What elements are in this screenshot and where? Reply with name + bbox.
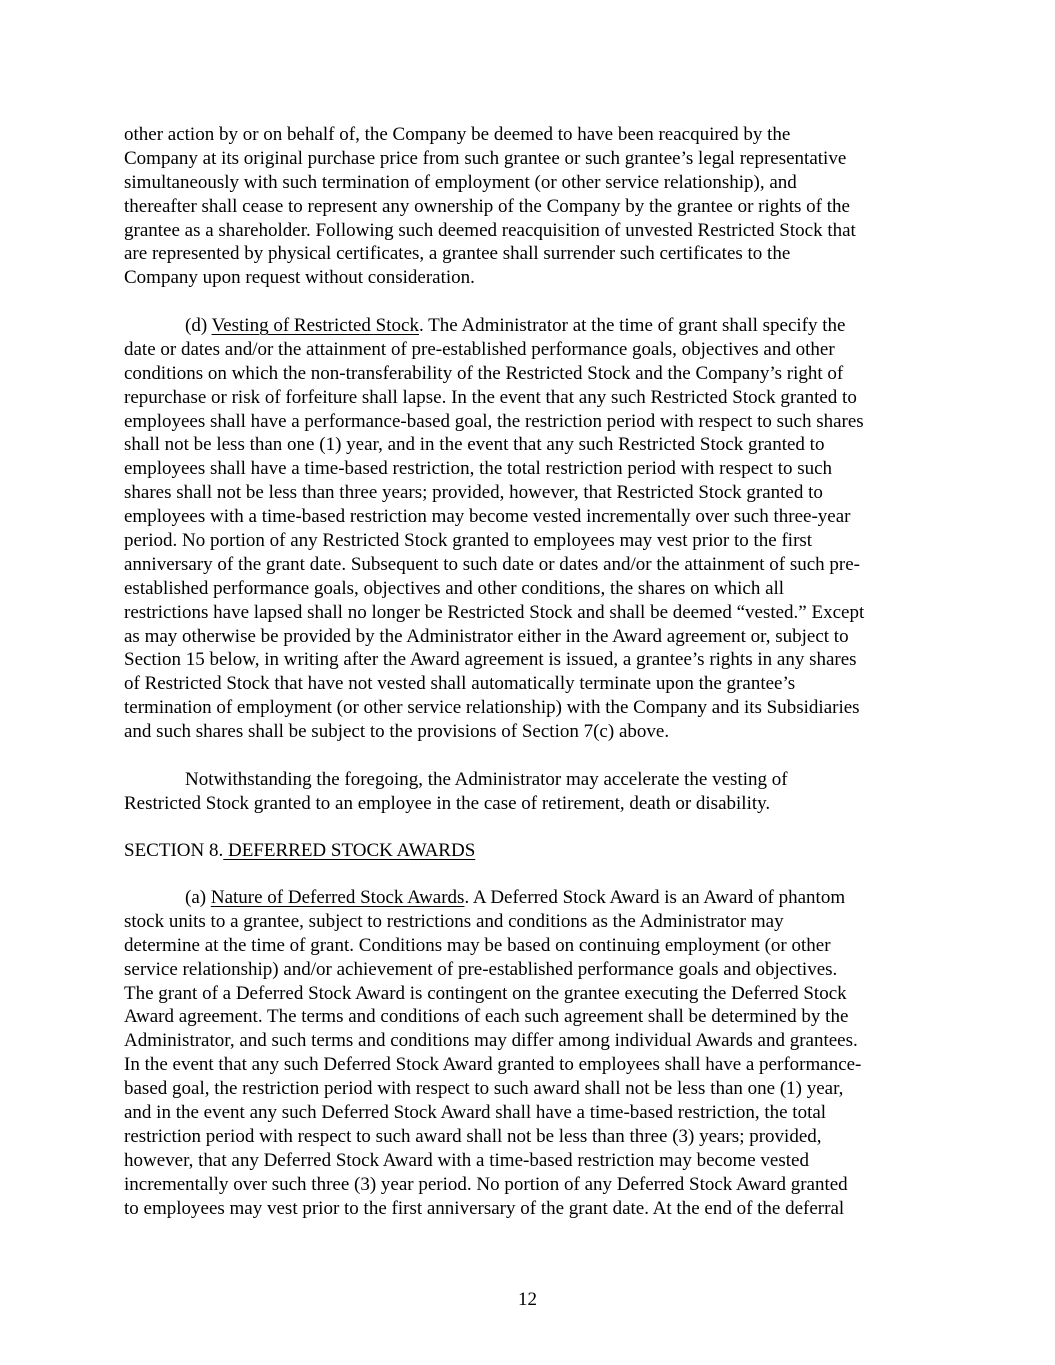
text-line: employees with a time-based restriction may become vested incrementally over such three-year xyxy=(124,506,851,528)
text-line: of Restricted Stock that have not vested shall automatically terminate upon the grantee’s xyxy=(124,673,796,695)
paragraph-notwithstanding xyxy=(124,768,944,816)
text-line: simultaneously with such termination of employment (or other service relationship), and xyxy=(124,171,797,193)
text-line: however, that any Deferred Stock Award with a time-based restriction may become vested xyxy=(124,1149,809,1171)
text-line: employees shall have a time-based restriction, the total restriction period with respect to such xyxy=(124,458,833,480)
section-title: DEFERRED STOCK AWARDS xyxy=(223,840,476,861)
text-line: shall not be less than one (1) year, and in the event that any such Restricted Stock granted to xyxy=(124,434,825,456)
paragraph-heading: Vesting of Restricted Stock xyxy=(211,315,419,336)
section-heading xyxy=(124,839,944,863)
text-line: date or dates and/or the attainment of pre-established performance goals, objectives and other xyxy=(124,338,835,360)
paragraph-vesting-of-restricted-stock xyxy=(124,314,944,744)
text-line: Restricted Stock granted to an employee in the case of retirement, death or disability. xyxy=(124,792,771,814)
paragraph-nature-of-deferred-stock-awards xyxy=(124,886,944,1220)
text-line: and in the event any such Deferred Stock Award shall have a time-based restriction, the total xyxy=(124,1102,827,1124)
paragraph-label: (d) xyxy=(185,315,212,336)
text-line: period. No portion of any Restricted Stock granted to employees may vest prior to the first xyxy=(124,530,813,552)
text-line: restriction period with respect to such award shall not be less than three (3) years; provided, xyxy=(124,1125,822,1147)
paragraph-heading: Nature of Deferred Stock Awards xyxy=(210,887,465,908)
text-line: Company at its original purchase price from such grantee or such grantee’s legal representative xyxy=(124,147,847,169)
text-line: and such shares shall be subject to the provisions of Section 7(c) above. xyxy=(124,721,670,743)
text-line: service relationship) and/or achievement of pre-established performance goals and objectives. xyxy=(124,958,838,980)
text-line: thereafter shall cease to represent any ownership of the Company by the grantee or rights of the xyxy=(124,195,850,217)
section-number: SECTION 8. xyxy=(124,840,224,861)
paragraph-first-line xyxy=(124,886,944,910)
text-line: Company upon request without consideration. xyxy=(124,267,475,289)
text-line: as may otherwise be provided by the Administrator either in the Award agreement or, subject to xyxy=(124,625,849,647)
paragraph-text: Notwithstanding the foregoing, the Administrator may accelerate the vesting of xyxy=(185,769,788,790)
text-line: termination of employment (or other service relationship) with the Company and its Subsidiaries xyxy=(124,697,860,719)
text-line: conditions on which the non-transferability of the Restricted Stock and the Company’s right of xyxy=(124,362,844,384)
text-line: grantee as a shareholder. Following such deemed reacquisition of unvested Restricted Stock that xyxy=(124,219,856,241)
text-line: are represented by physical certificates, a grantee shall surrender such certificates to the xyxy=(124,243,791,265)
text-line: anniversary of the grant date. Subsequent to such date or dates and/or the attainment of such pre- xyxy=(124,553,861,575)
text-line: based goal, the restriction period with respect to such award shall not be less than one (1) year, xyxy=(124,1078,844,1100)
text-line: Section 15 below, in writing after the Award agreement is issued, a grantee’s rights in any shares xyxy=(124,649,857,671)
paragraph-continuation xyxy=(124,123,944,290)
text-line: restrictions have lapsed shall no longer be Restricted Stock and shall be deemed “vested.” Except xyxy=(124,601,865,623)
text-line: Award agreement. The terms and conditions of each such agreement shall be determined by the xyxy=(124,1006,849,1028)
text-line: incrementally over such three (3) year period. No portion of any Deferred Stock Award granted xyxy=(124,1173,848,1195)
section-heading-line xyxy=(124,839,944,863)
text-line: In the event that any such Deferred Stock Award granted to employees shall have a performance- xyxy=(124,1054,862,1076)
text-line: employees shall have a performance-based goal, the restriction period with respect to such shares xyxy=(124,410,864,432)
text-line: determine at the time of grant. Conditions may be based on continuing employment (or other xyxy=(124,934,831,956)
paragraph-first-line xyxy=(124,768,944,792)
text-line: to employees may vest prior to the first anniversary of the grant date. At the end of the deferral xyxy=(124,1197,845,1219)
text-line: other action by or on behalf of, the Company be deemed to have been reacquired by the xyxy=(124,124,791,145)
paragraph-text: . A Deferred Stock Award is an Award of phantom xyxy=(464,887,846,908)
text-line: repurchase or risk of forfeiture shall lapse. In the event that any such Restricted Stock granted to xyxy=(124,386,857,408)
page-number: 12 xyxy=(518,1289,537,1310)
text-line: shares shall not be less than three years; provided, however, that Restricted Stock granted to xyxy=(124,482,823,504)
paragraph-first-line xyxy=(124,314,944,338)
text-line: stock units to a grantee, subject to restrictions and conditions as the Administrator may xyxy=(124,910,784,932)
text-line: established performance goals, objectives and other conditions, the shares on which all xyxy=(124,577,785,599)
paragraph-label: (a) xyxy=(185,887,211,908)
text-line: Administrator, and such terms and conditions may differ among individual Awards and grantees. xyxy=(124,1030,858,1052)
text-line: The grant of a Deferred Stock Award is contingent on the grantee executing the Deferred Stock xyxy=(124,982,847,1004)
paragraph-text: . The Administrator at the time of grant shall specify the xyxy=(418,315,846,336)
